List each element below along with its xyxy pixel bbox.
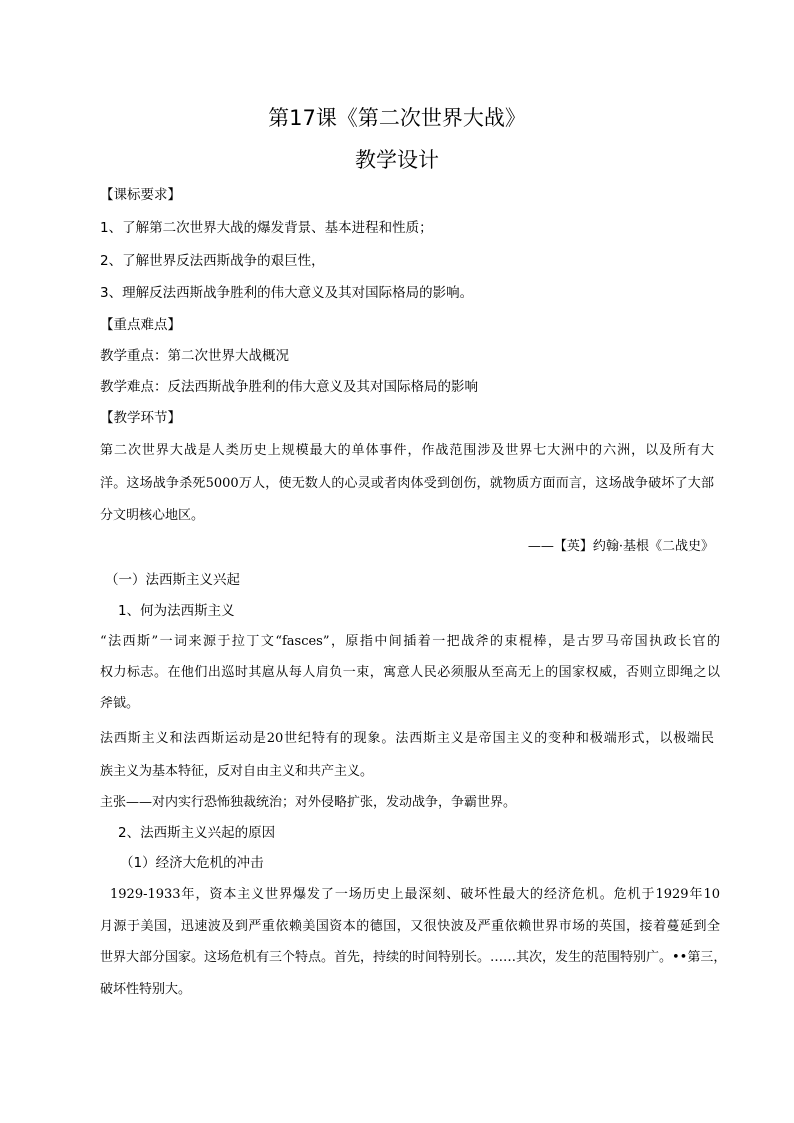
fascism-paragraph-line: 族主义为基本特征，反对自由主义和共产主义。 [100, 764, 374, 779]
difficulty-point: 教学难点：反法西斯战争胜利的伟大意义及其对国际格局的影响 [100, 379, 478, 395]
quote-line: 洋。这场战争杀死5000万人，使无数人的心灵或者肉体受到创伤，就物质方面而言，这场战争破坏了大部 [100, 476, 714, 491]
fasces-paragraph-line: “法西斯”一词来源于拉丁文“fasces”，原指中间插着一把战斧的束棍棒，是古罗马帝国执政长官的 [100, 634, 720, 649]
requirement-item: 2、了解世界反法西斯战争的艰巨性， [100, 253, 325, 269]
crisis-paragraph-line: 破坏性特别大。 [100, 982, 192, 997]
fascism-claim: 主张——对内实行恐怖独裁统治；对外侵略扩张，发动战争，争霸世界。 [100, 795, 517, 810]
requirement-item: 1、了解第二次世界大战的爆发背景、基本进程和性质； [100, 220, 433, 236]
crisis-paragraph-line: 1929-1933年，资本主义世界爆发了一场历史上最深刻、破坏性最大的经济危机。危机于1929年10 [110, 887, 720, 902]
quote-line: 分文明核心地区。 [100, 508, 205, 523]
quote-source: ——【英】约翰·基根《二战史》 [527, 539, 714, 554]
page-title: 第17课《第二次世界大战》 [268, 106, 526, 130]
subheading-economic-crisis: （1）经济大危机的冲击 [120, 855, 264, 871]
fasces-paragraph-line: 斧钺。 [100, 696, 140, 711]
crisis-paragraph-line: 月源于美国，迅速波及到严重依赖美国资本的德国，又很快波及严重依赖世界市场的英国，接着蔓延到全 [100, 919, 720, 934]
page-subtitle: 教学设计 [355, 148, 439, 172]
subheading-what-is-fascism: 1、何为法西斯主义 [118, 603, 235, 619]
part-heading: （一）法西斯主义兴起 [105, 572, 240, 588]
subheading-reasons: 2、法西斯主义兴起的原因 [118, 825, 276, 841]
requirement-item: 3、理解反法西斯战争胜利的伟大意义及其对国际格局的影响。 [100, 285, 474, 301]
fasces-paragraph-line: 权力标志。在他们出巡时其扈从每人肩负一束，寓意人民必须服从至高无上的国家权威，否则立即绳之以 [100, 665, 720, 680]
section-heading-keypoints: 【重点难点】 [100, 317, 181, 333]
quote-line: 第二次世界大战是人类历史上规模最大的单体事件，作战范围涉及世界七大洲中的六洲，以及所有大 [100, 443, 714, 458]
fascism-paragraph-line: 法西斯主义和法西斯运动是20世纪特有的现象。法西斯主义是帝国主义的变种和极端形式，以极端民 [100, 731, 714, 746]
section-heading-process: 【教学环节】 [100, 410, 181, 426]
crisis-paragraph-line: 世界大部分国家。这场危机有三个特点。首先，持续的时间特别长。……其次，发生的范围特别广。••第三， [100, 950, 727, 965]
key-point: 教学重点：第二次世界大战概况 [100, 348, 289, 364]
section-heading-requirements: 【课标要求】 [100, 187, 181, 203]
